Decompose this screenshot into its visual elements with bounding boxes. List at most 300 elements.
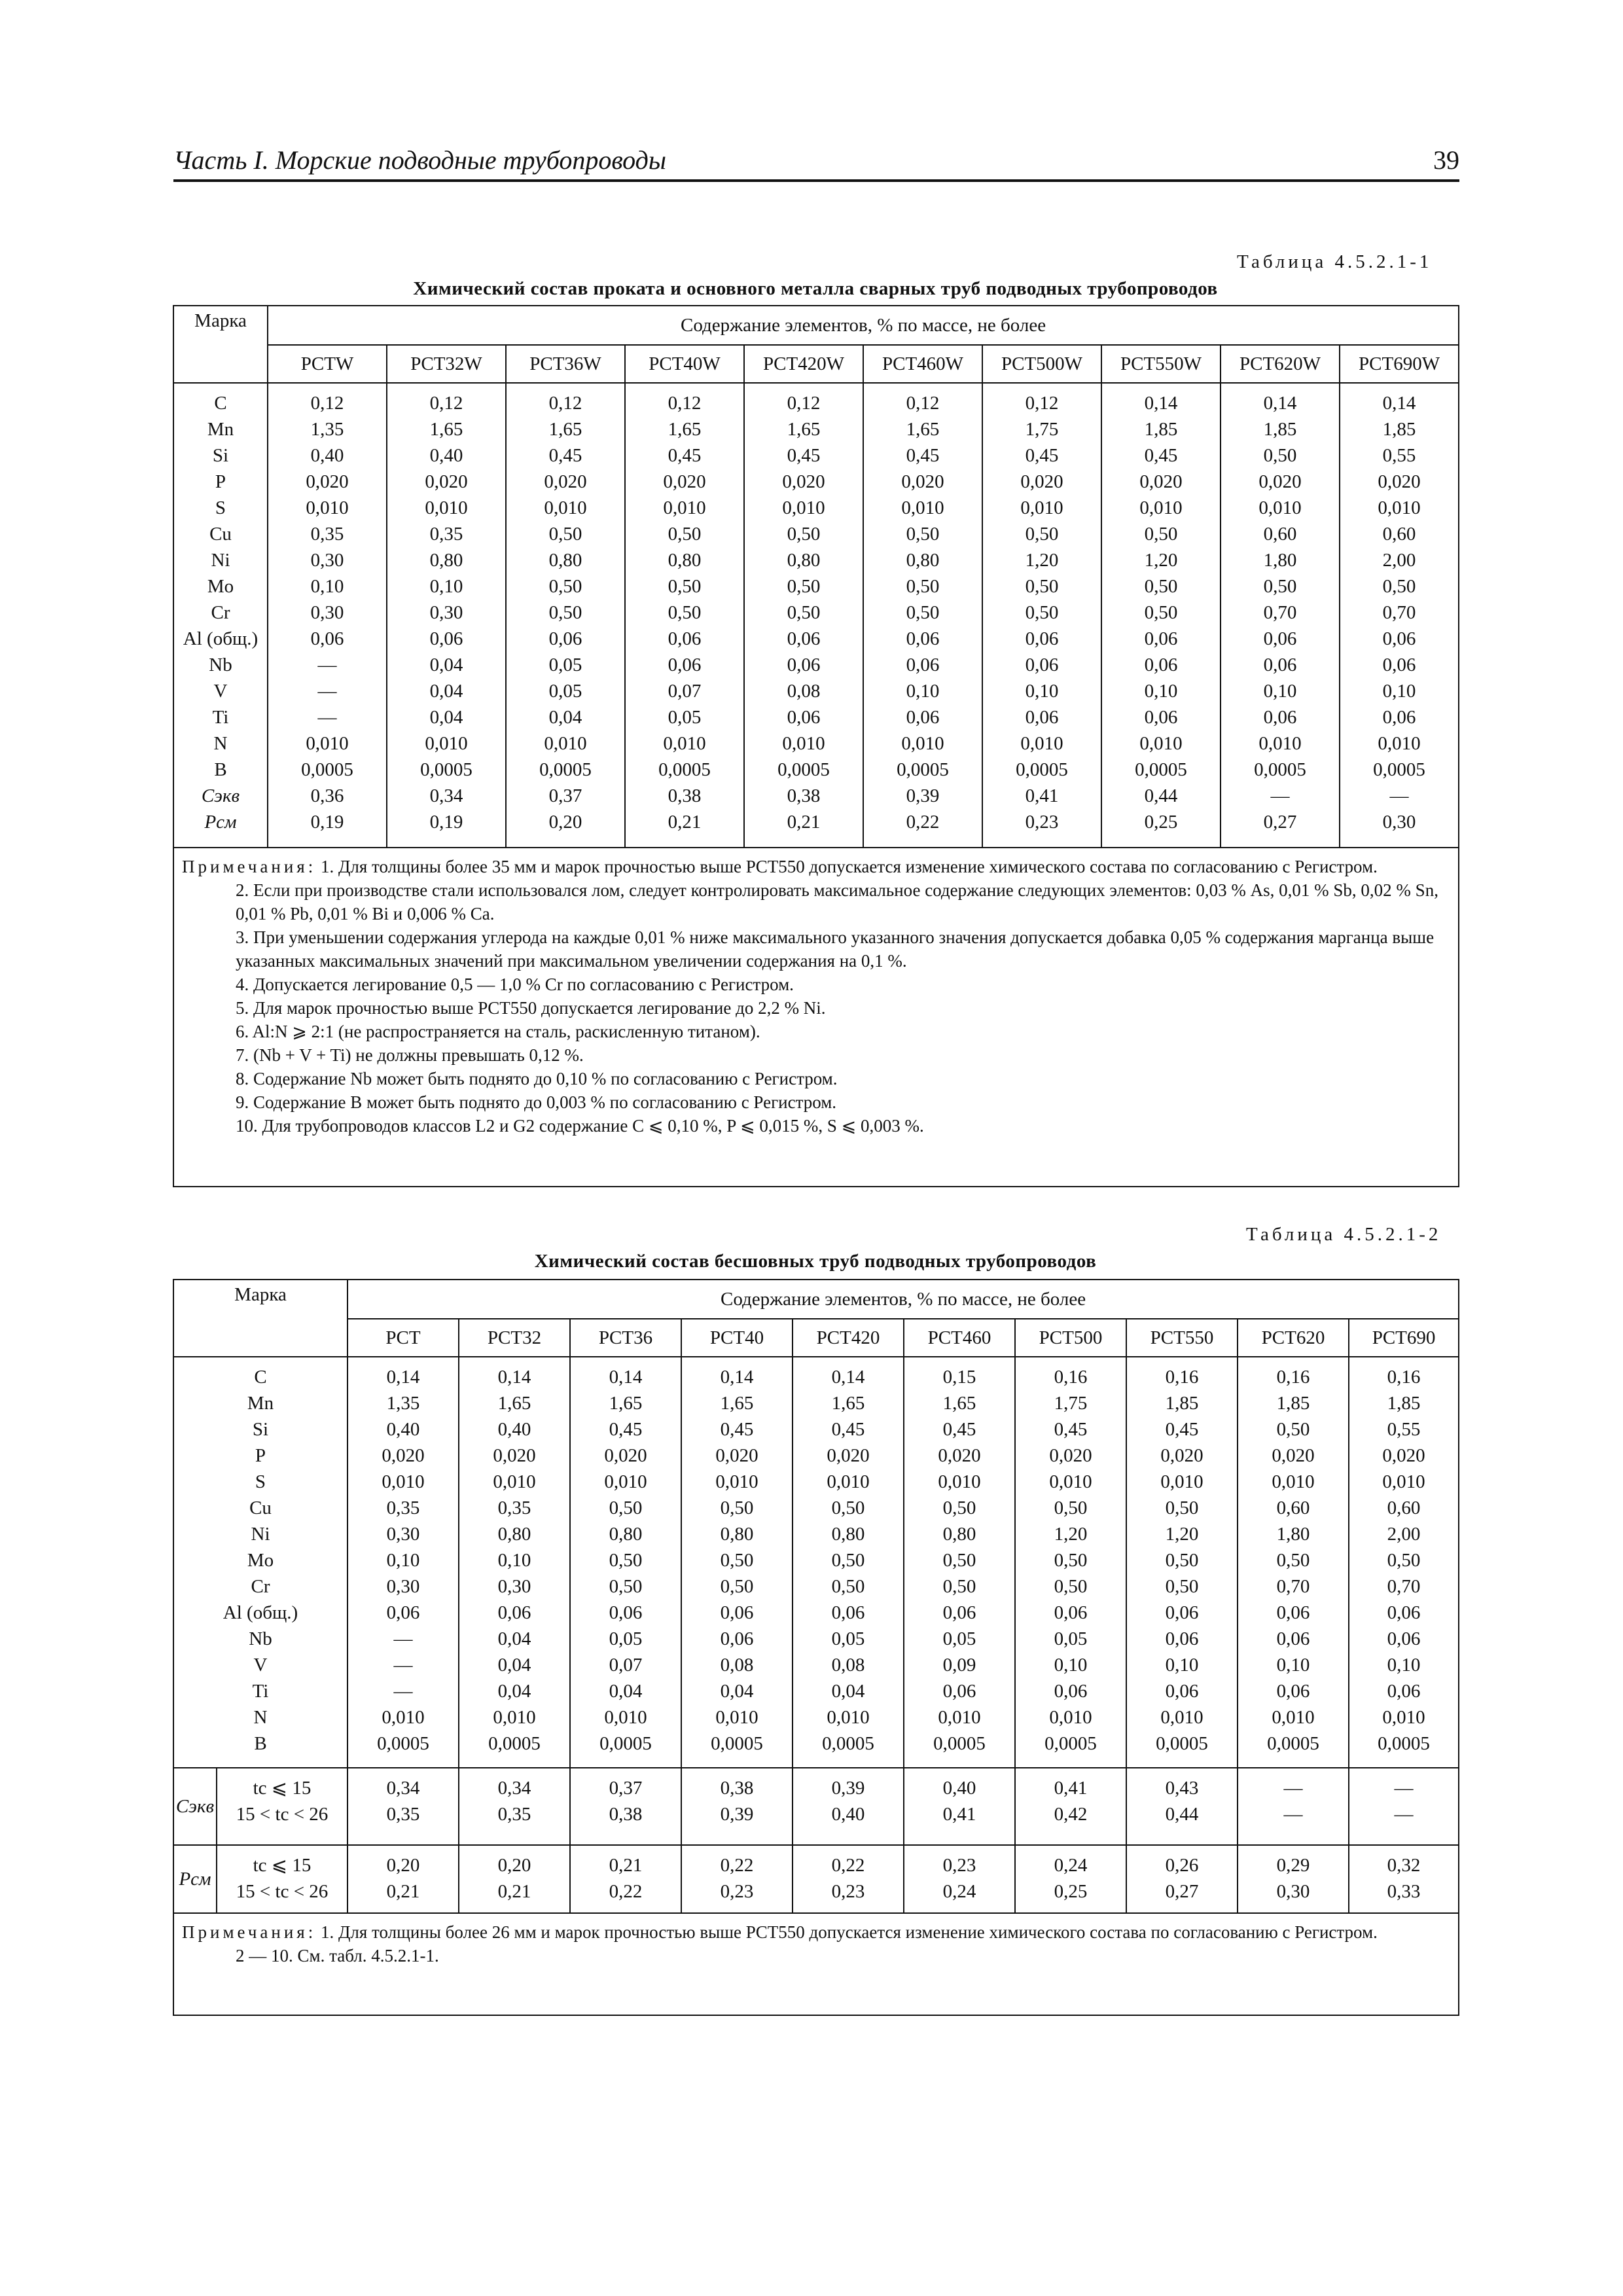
table-2: [173, 1279, 1459, 2016]
element-label: S: [255, 1471, 266, 1492]
value-cell: 0,55: [1382, 445, 1416, 466]
value-cell: 0,60: [1382, 524, 1416, 545]
value-cell: 0,50: [1054, 1498, 1088, 1518]
value-cell: 0,010: [782, 497, 825, 518]
value-column: [625, 383, 744, 848]
value-cell: 0,020: [938, 1445, 981, 1466]
value-cell: 0,45: [787, 445, 821, 466]
value-cell: 0,020: [425, 471, 468, 492]
value-cell: 0,23: [720, 1881, 754, 1902]
note: 1. Для толщины более 26 мм и марок прочностью выше PCT550 допускается изменение химического состава по согласованию с Регистром.: [320, 1922, 1378, 1942]
ceq-value-cell: [1126, 1768, 1238, 1845]
value-cell: 0,06: [1054, 1681, 1088, 1702]
value-cell: 0,50: [668, 524, 702, 545]
element-label: Nb: [249, 1628, 272, 1649]
value-cell: 0,38: [720, 1778, 754, 1799]
value-cell: 0,32: [1387, 1855, 1421, 1876]
value-cell: 0,010: [604, 1471, 647, 1492]
table-1-notes-row: [173, 848, 1459, 1187]
value-cell: 1,85: [1144, 419, 1178, 440]
value-cell: 0,0005: [711, 1733, 763, 1754]
value-cell: 0,43: [1165, 1778, 1199, 1799]
element-label: Ti: [252, 1681, 269, 1702]
grade-header: PCT550W: [1101, 345, 1221, 383]
table-1-title: Химический состав проката и основного металла сварных труб подводных трубопроводов: [413, 278, 1218, 299]
value-cell: 0,06: [1165, 1681, 1199, 1702]
value-cell: 0,12: [310, 393, 344, 414]
value-cell: 0,010: [827, 1471, 870, 1492]
value-cell: 0,14: [720, 1367, 754, 1388]
value-cell: 0,06: [1165, 1602, 1199, 1623]
value-cell: 0,80: [787, 550, 821, 571]
grade-header: PCT460: [904, 1319, 1015, 1357]
value-cell: 0,0005: [377, 1733, 429, 1754]
value-cell: 0,06: [1025, 655, 1059, 675]
value-cell: 0,010: [1378, 733, 1421, 754]
value-cell: 0,010: [827, 1707, 870, 1728]
value-cell: 0,50: [942, 1550, 976, 1571]
value-cell: 1,65: [906, 419, 940, 440]
table-1-body-row: [173, 383, 1459, 848]
value-cell: 0,06: [497, 1602, 531, 1623]
value-cell: 0,50: [1054, 1550, 1088, 1571]
table-1-notes: [173, 848, 1459, 1187]
value-cell: 0,38: [787, 785, 821, 806]
value-column: [1238, 1357, 1349, 1768]
value-cell: 0,0005: [420, 759, 473, 780]
value-cell: 0,41: [1054, 1778, 1088, 1799]
thickness-range: tc ⩽ 15: [253, 1855, 312, 1876]
value-cell: 0,010: [493, 1707, 536, 1728]
value-cell: 0,020: [1139, 471, 1183, 492]
value-cell: 0,04: [548, 707, 582, 728]
element-column: [173, 383, 268, 848]
element-label: Al (общ.): [183, 628, 259, 649]
value-cell: 0,04: [429, 681, 463, 702]
value-cell: 0,50: [548, 576, 582, 597]
value-cell: 0,50: [787, 576, 821, 597]
element-label: Ti: [212, 707, 229, 728]
value-cell: 0,10: [386, 1550, 420, 1571]
value-cell: 0,020: [1258, 471, 1302, 492]
value-cell: 0,06: [1387, 1681, 1421, 1702]
grade-header: PCT420W: [744, 345, 863, 383]
pcm-value-cell: [1238, 1845, 1349, 1913]
value-cell: 0,06: [1382, 628, 1416, 649]
value-cell: 0,35: [386, 1804, 420, 1825]
element-label: Cэкв: [201, 785, 240, 806]
value-cell: 0,06: [548, 628, 582, 649]
pcm-value-cell: [1126, 1845, 1238, 1913]
value-cell: 0,0005: [1254, 759, 1306, 780]
value-cell: 0,35: [429, 524, 463, 545]
value-cell: 1,65: [497, 1393, 531, 1414]
value-cell: —: [1394, 1804, 1414, 1825]
value-cell: 0,0005: [897, 759, 949, 780]
value-cell: 0,80: [609, 1524, 643, 1545]
value-cell: 0,06: [1025, 707, 1059, 728]
element-label: V: [213, 681, 228, 702]
value-column: [904, 1357, 1015, 1768]
value-cell: 0,010: [425, 497, 468, 518]
value-cell: 2,00: [1382, 550, 1416, 571]
value-cell: 0,37: [609, 1778, 643, 1799]
value-cell: 1,65: [668, 419, 702, 440]
table-2-notes: [173, 1913, 1459, 2015]
value-cell: 0,06: [1144, 628, 1178, 649]
value-cell: 0,020: [1020, 471, 1063, 492]
value-cell: 0,34: [386, 1778, 420, 1799]
grade-header: PCT690: [1349, 1319, 1459, 1357]
value-cell: 0,35: [310, 524, 344, 545]
value-cell: 0,45: [1054, 1419, 1088, 1440]
note: 5. Для марок прочностью выше PCT550 допускается легирование до 2,2 % Ni.: [236, 998, 826, 1018]
value-cell: 0,14: [386, 1367, 420, 1388]
value-cell: 0,42: [1054, 1804, 1088, 1825]
value-cell: 0,80: [906, 550, 940, 571]
value-cell: 0,41: [942, 1804, 976, 1825]
value-column: [1340, 383, 1459, 848]
grade-header: PCT620W: [1221, 345, 1340, 383]
value-cell: 1,75: [1054, 1393, 1088, 1414]
value-cell: 0,40: [386, 1419, 420, 1440]
note: 6. Al:N ⩾ 2:1 (не распространяется на сталь, раскисленную титаном).: [236, 1022, 760, 1041]
value-column: [982, 383, 1101, 848]
value-cell: 0,10: [1387, 1655, 1421, 1676]
ceq-value-cell: [570, 1768, 681, 1845]
note: 8. Содержание Nb может быть поднято до 0,10 % по согласованию с Регистром.: [236, 1069, 838, 1088]
value-cell: 0,06: [787, 707, 821, 728]
value-cell: 0,010: [544, 497, 587, 518]
value-cell: 0,020: [306, 471, 349, 492]
value-cell: 0,45: [668, 445, 702, 466]
element-label: Pсм: [204, 812, 237, 833]
value-cell: 0,24: [1054, 1855, 1088, 1876]
grade-header: PCT40: [681, 1319, 793, 1357]
value-cell: 0,30: [1382, 812, 1416, 833]
value-cell: 0,10: [906, 681, 940, 702]
ceq-value-cell: [793, 1768, 904, 1845]
value-cell: 0,80: [548, 550, 582, 571]
grade-header: PCT500: [1015, 1319, 1126, 1357]
value-cell: 0,020: [663, 471, 706, 492]
value-cell: 0,45: [1025, 445, 1059, 466]
value-cell: 0,010: [1049, 1707, 1092, 1728]
value-cell: 0,10: [310, 576, 344, 597]
element-label: N: [253, 1707, 268, 1728]
value-cell: 0,10: [1165, 1655, 1199, 1676]
value-cell: 0,55: [1387, 1419, 1421, 1440]
value-cell: 0,34: [497, 1778, 531, 1799]
element-label: Mo: [207, 576, 234, 597]
element-label: Ni: [251, 1524, 270, 1545]
value-cell: 0,50: [720, 1550, 754, 1571]
pcm-value-cell: [904, 1845, 1015, 1913]
value-cell: 0,06: [1144, 655, 1178, 675]
notes-heading: Примечания:: [182, 857, 317, 876]
value-cell: 0,27: [1263, 812, 1297, 833]
value-cell: 0,05: [548, 681, 582, 702]
grade-header: PCT500W: [982, 345, 1101, 383]
value-cell: 0,45: [831, 1419, 865, 1440]
value-cell: 0,80: [668, 550, 702, 571]
value-column: [506, 383, 625, 848]
value-cell: 0,12: [429, 393, 463, 414]
column-header-mark: Марка: [173, 306, 268, 383]
value-cell: 0,10: [1144, 681, 1178, 702]
value-cell: 0,0005: [1267, 1733, 1319, 1754]
value-cell: 1,65: [942, 1393, 976, 1414]
value-cell: 0,06: [668, 655, 702, 675]
value-cell: 0,04: [429, 707, 463, 728]
ceq-value-cell: [1238, 1768, 1349, 1845]
element-label: Cu: [249, 1498, 272, 1518]
value-cell: 0,30: [386, 1576, 420, 1597]
value-cell: —: [1394, 1778, 1414, 1799]
value-cell: 0,06: [942, 1602, 976, 1623]
value-cell: 0,08: [787, 681, 821, 702]
value-cell: 1,20: [1144, 550, 1178, 571]
value-cell: 0,06: [906, 628, 940, 649]
value-cell: 0,50: [609, 1576, 643, 1597]
value-cell: 0,020: [1378, 471, 1421, 492]
value-cell: 1,85: [1387, 1393, 1421, 1414]
value-cell: 0,70: [1387, 1576, 1421, 1597]
value-column: [1101, 383, 1221, 848]
element-label: Nb: [209, 655, 232, 675]
value-cell: 0,010: [1020, 497, 1063, 518]
value-cell: —: [393, 1655, 413, 1676]
value-cell: 0,010: [1139, 733, 1183, 754]
value-cell: 0,010: [1272, 1471, 1315, 1492]
value-cell: 0,15: [942, 1367, 976, 1388]
value-cell: 0,45: [609, 1419, 643, 1440]
value-cell: 0,010: [901, 497, 944, 518]
value-cell: 1,20: [1165, 1524, 1199, 1545]
value-cell: 0,06: [1276, 1602, 1310, 1623]
value-cell: 0,27: [1165, 1881, 1199, 1902]
value-cell: 0,23: [1025, 812, 1059, 833]
value-cell: 0,06: [1054, 1602, 1088, 1623]
value-cell: 0,50: [720, 1498, 754, 1518]
value-cell: 0,06: [1387, 1602, 1421, 1623]
value-cell: 0,10: [429, 576, 463, 597]
value-cell: 0,010: [1258, 733, 1302, 754]
note: 2. Если при производстве стали использовался лом, следует контролировать максимальное содержание следующих элементов: 0,03 % As, 0,01 % Sb, 0,02 % Sn, 0,01 % Pb, 0,01 % Bi и 0,006 % Ca.: [236, 880, 1438, 924]
value-cell: 0,010: [1272, 1707, 1315, 1728]
value-cell: 0,010: [1160, 1707, 1204, 1728]
value-cell: 0,50: [1165, 1498, 1199, 1518]
grade-header: PCT: [348, 1319, 459, 1357]
value-cell: 0,010: [938, 1471, 981, 1492]
grade-header: PCT36W: [506, 345, 625, 383]
value-cell: 0,06: [1387, 1628, 1421, 1649]
element-label: P: [255, 1445, 266, 1466]
element-label: Mn: [207, 419, 234, 440]
value-cell: 1,20: [1054, 1524, 1088, 1545]
ceq-value-cell: [681, 1768, 793, 1845]
value-cell: 0,50: [668, 602, 702, 623]
value-cell: 0,26: [1165, 1855, 1199, 1876]
value-cell: 0,38: [609, 1804, 643, 1825]
value-cell: 0,45: [942, 1419, 976, 1440]
value-cell: 0,50: [1263, 576, 1297, 597]
value-cell: 0,10: [497, 1550, 531, 1571]
value-cell: 0,06: [1276, 1681, 1310, 1702]
element-label: Cu: [209, 524, 232, 545]
value-cell: 0,06: [1382, 655, 1416, 675]
value-cell: 0,12: [906, 393, 940, 414]
value-cell: 0,08: [831, 1655, 865, 1676]
grade-header: PCT690W: [1340, 345, 1459, 383]
value-cell: 0,44: [1165, 1804, 1199, 1825]
value-cell: 0,50: [787, 524, 821, 545]
value-cell: 0,020: [493, 1445, 536, 1466]
value-cell: 0,21: [787, 812, 821, 833]
grade-header-row: [173, 1319, 1459, 1357]
value-cell: 0,40: [497, 1419, 531, 1440]
value-cell: 0,23: [942, 1855, 976, 1876]
grade-header: PCT40W: [625, 345, 744, 383]
running-title: Часть I. Морские подводные трубопроводы: [173, 145, 666, 175]
element-label: N: [213, 733, 228, 754]
value-cell: 0,80: [831, 1524, 865, 1545]
value-cell: 0,020: [1272, 1445, 1315, 1466]
value-cell: 0,020: [1049, 1445, 1092, 1466]
thickness-range: 15 < tc < 26: [236, 1881, 329, 1902]
value-cell: 0,06: [310, 628, 344, 649]
value-cell: 0,020: [604, 1445, 647, 1466]
value-cell: 0,010: [604, 1707, 647, 1728]
value-cell: 0,020: [1160, 1445, 1204, 1466]
value-cell: 0,50: [1144, 524, 1178, 545]
value-cell: 0,06: [1382, 707, 1416, 728]
value-cell: 0,010: [1382, 1471, 1425, 1492]
value-cell: —: [1389, 785, 1409, 806]
value-cell: 1,20: [1025, 550, 1059, 571]
value-cell: 0,50: [906, 602, 940, 623]
table-1: [173, 305, 1459, 1187]
table-2-notes-row: [173, 1913, 1459, 2015]
value-cell: 1,35: [310, 419, 344, 440]
pcm-value-cell: [793, 1845, 904, 1913]
value-cell: 0,0005: [539, 759, 592, 780]
grade-header: PCT420: [793, 1319, 904, 1357]
value-cell: 0,80: [429, 550, 463, 571]
value-cell: 0,06: [906, 707, 940, 728]
value-cell: 0,41: [1025, 785, 1059, 806]
ceq-value-cell: [459, 1768, 570, 1845]
value-cell: 0,04: [429, 655, 463, 675]
value-cell: 0,50: [1165, 1550, 1199, 1571]
value-column: [1221, 383, 1340, 848]
element-label: Si: [252, 1419, 269, 1440]
value-cell: 0,06: [1263, 628, 1297, 649]
value-cell: 0,06: [831, 1602, 865, 1623]
value-cell: 0,30: [386, 1524, 420, 1545]
value-cell: 0,010: [901, 733, 944, 754]
value-cell: 1,85: [1382, 419, 1416, 440]
value-cell: 0,06: [668, 628, 702, 649]
value-cell: 0,22: [609, 1881, 643, 1902]
running-header: [173, 145, 1459, 182]
value-cell: 0,50: [906, 576, 940, 597]
element-label: B: [254, 1733, 267, 1754]
value-cell: 0,35: [386, 1498, 420, 1518]
pcm-value-cell: [681, 1845, 793, 1913]
value-cell: 1,80: [1263, 550, 1297, 571]
value-cell: 0,020: [782, 471, 825, 492]
value-cell: —: [317, 655, 337, 675]
value-cell: 0,010: [306, 497, 349, 518]
value-cell: 0,39: [831, 1778, 865, 1799]
value-cell: 0,80: [720, 1524, 754, 1545]
element-label: V: [253, 1655, 268, 1676]
value-column: [793, 1357, 904, 1768]
value-cell: 0,04: [497, 1628, 531, 1649]
value-column: [1015, 1357, 1126, 1768]
value-cell: 0,05: [609, 1628, 643, 1649]
value-cell: 0,34: [429, 785, 463, 806]
value-cell: 0,08: [720, 1655, 754, 1676]
value-cell: 0,50: [831, 1498, 865, 1518]
value-cell: 0,14: [1382, 393, 1416, 414]
value-cell: 0,70: [1263, 602, 1297, 623]
value-cell: 0,16: [1276, 1367, 1310, 1388]
value-cell: 0,21: [386, 1881, 420, 1902]
value-cell: 0,45: [906, 445, 940, 466]
pcm-value-cell: [1015, 1845, 1126, 1913]
value-cell: 0,30: [310, 602, 344, 623]
grade-header-row: [173, 345, 1459, 383]
value-cell: 0,20: [548, 812, 582, 833]
value-cell: 0,010: [1049, 1471, 1092, 1492]
ceq-value-cell: [1349, 1768, 1459, 1845]
thickness-range: tc ⩽ 15: [253, 1778, 312, 1799]
value-cell: 0,10: [1263, 681, 1297, 702]
grade-header: PCT460W: [863, 345, 982, 383]
value-cell: 1,85: [1276, 1393, 1310, 1414]
value-cell: 0,06: [1263, 655, 1297, 675]
value-cell: 0,50: [1276, 1419, 1310, 1440]
value-cell: 0,39: [906, 785, 940, 806]
thickness-ranges: [217, 1845, 348, 1913]
pcm-label: Pсм: [173, 1845, 217, 1913]
value-cell: 0,10: [1382, 681, 1416, 702]
notes-heading: Примечания:: [182, 1922, 317, 1942]
value-cell: 0,40: [831, 1804, 865, 1825]
value-cell: 0,37: [548, 785, 582, 806]
value-cell: 0,04: [720, 1681, 754, 1702]
note: 1. Для толщины более 35 мм и марок прочностью выше PCT550 допускается изменение химического состава по согласованию с Регистром.: [320, 857, 1378, 876]
ceq-row: [173, 1768, 1459, 1845]
value-cell: 0,50: [1025, 524, 1059, 545]
element-column: [173, 1357, 348, 1768]
value-cell: 0,010: [715, 1707, 758, 1728]
pcm-value-cell: [570, 1845, 681, 1913]
value-cell: 0,60: [1387, 1498, 1421, 1518]
value-cell: 0,25: [1144, 812, 1178, 833]
value-cell: 0,12: [1025, 393, 1059, 414]
value-cell: 0,010: [544, 733, 587, 754]
element-label: B: [214, 759, 227, 780]
value-cell: 0,12: [787, 393, 821, 414]
value-cell: 0,020: [544, 471, 587, 492]
value-cell: 0,50: [548, 524, 582, 545]
value-cell: 0,50: [1144, 602, 1178, 623]
page-number: 39: [1433, 145, 1459, 175]
value-cell: 0,30: [429, 602, 463, 623]
